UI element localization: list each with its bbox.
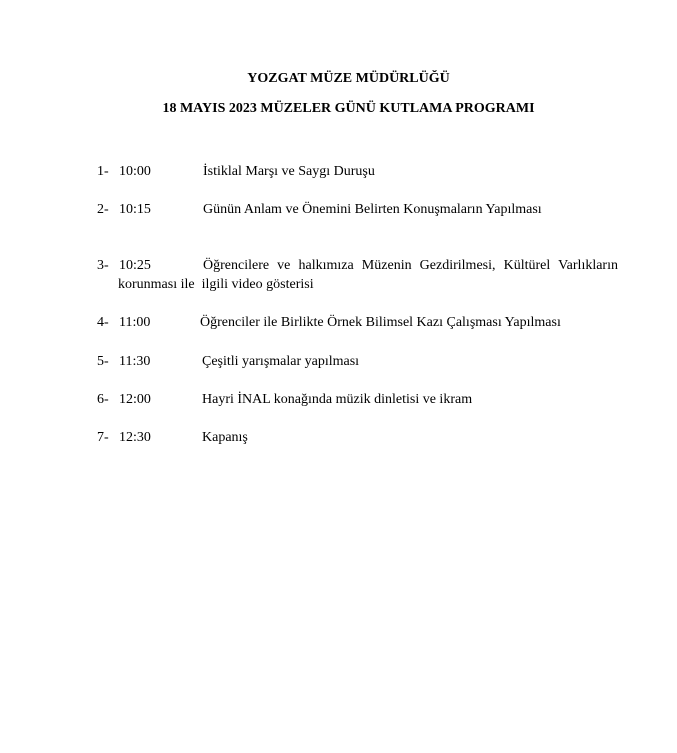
item-number: 3-: [97, 258, 109, 273]
item-number: 7-: [97, 430, 109, 445]
item-time: 11:30: [119, 354, 151, 369]
item-description: Çeşitli yarışmalar yapılması: [202, 354, 360, 369]
document-title: YOZGAT MÜZE MÜDÜRLÜĞÜ: [247, 71, 450, 86]
item-description: Öğrenciler ile Birlikte Örnek Bilimsel Kazı Çalışması Yapılması: [200, 315, 561, 330]
item-number: 2-: [97, 202, 109, 217]
document-subtitle: 18 MAYIS 2023 MÜZELER GÜNÜ KUTLAMA PROGRAMI: [162, 101, 535, 116]
item-time: 12:00: [119, 392, 151, 407]
item-description: Kapanış: [202, 430, 248, 445]
item-description-line2: korunması ile ilgili video gösterisi: [118, 277, 314, 292]
item-number: 6-: [97, 392, 109, 407]
item-description: Hayri İNAL konağında müzik dinletisi ve ikram: [202, 392, 473, 407]
item-number: 1-: [97, 164, 109, 179]
item-time: 10:15: [119, 202, 151, 217]
item-number: 4-: [97, 315, 109, 330]
item-time: 10:00: [119, 164, 151, 179]
item-description-line1: Öğrencilere ve halkımıza Müzenin Gezdirilmesi, Kültürel Varlıkların: [203, 258, 618, 273]
item-number: 5-: [97, 354, 109, 369]
item-description: İstiklal Marşı ve Saygı Duruşu: [203, 164, 375, 179]
item-time: 12:30: [119, 430, 151, 445]
item-description: Günün Anlam ve Önemini Belirten Konuşmaların Yapılması: [203, 202, 542, 217]
item-time: 10:25: [119, 258, 151, 273]
item-time: 11:00: [119, 315, 151, 330]
